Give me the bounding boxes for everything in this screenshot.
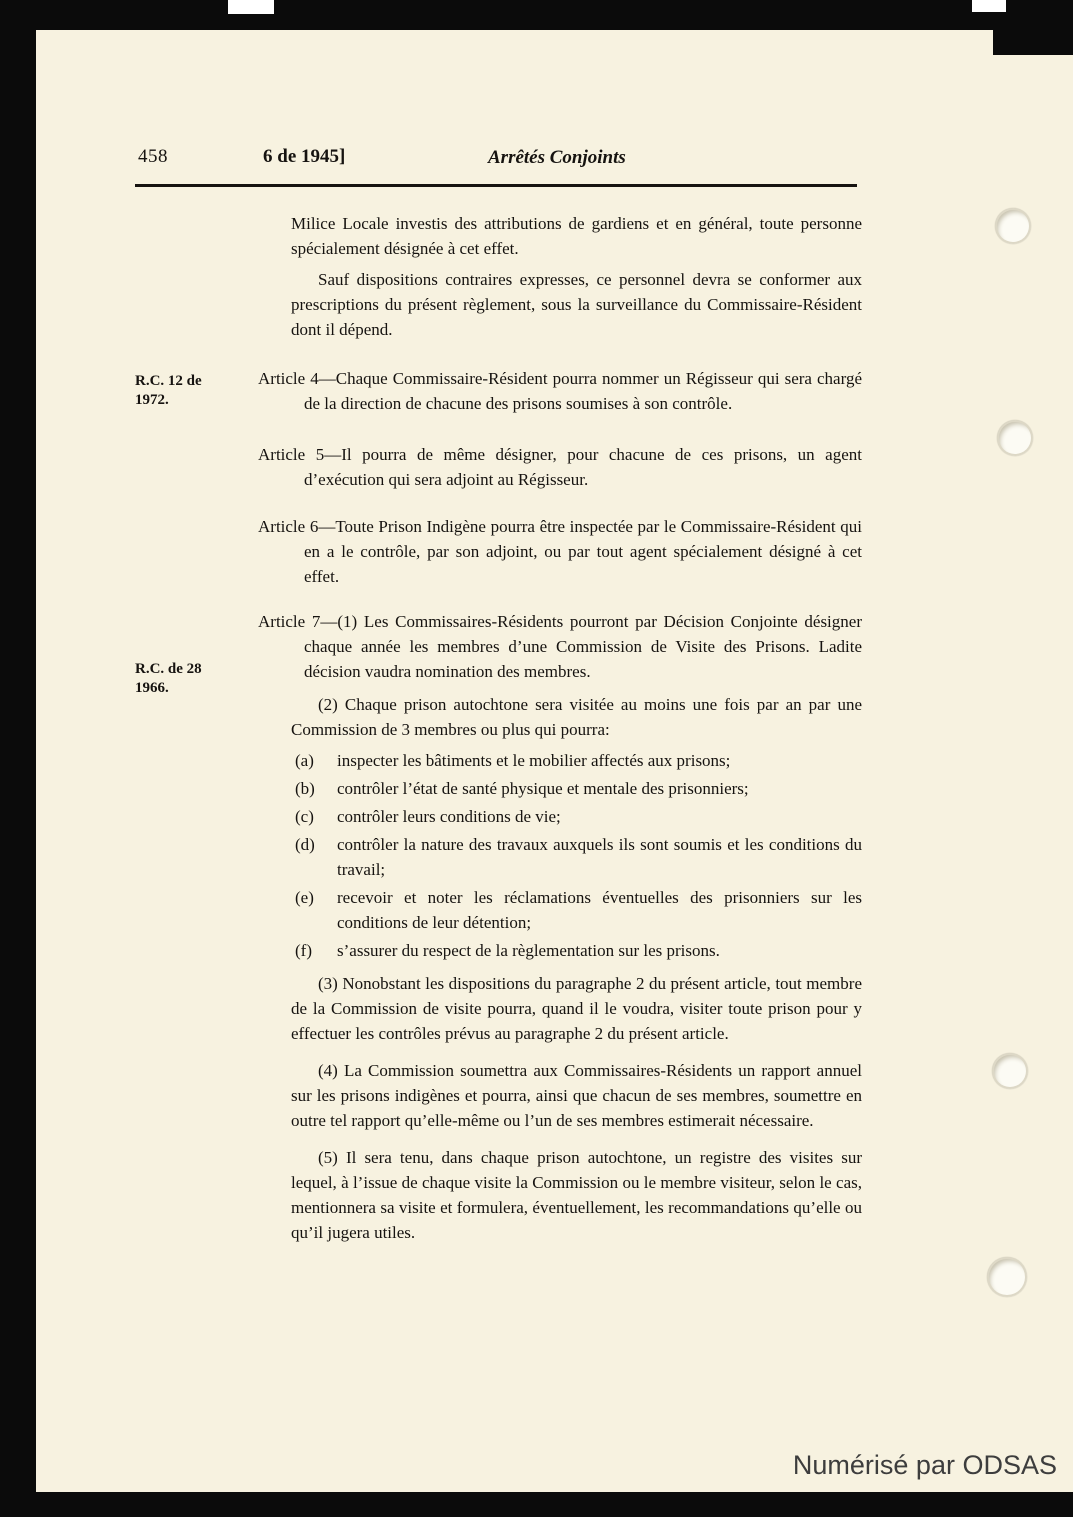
list-item-text: recevoir et noter les réclamations éventuelles des prisonniers sur les conditions de leur détention;: [337, 888, 862, 932]
list-item-e: [295, 885, 862, 935]
intro-paragraph-2: Sauf dispositions contraires expresses, ce personnel devra se conformer aux prescriptions du présent règlement, sous la surveillance du Commissaire-Résident dont il dépend.: [291, 270, 862, 339]
list-item-label: (c): [295, 807, 314, 826]
scan-edge-top: [0, 0, 1010, 30]
edition-reference: 6 de 1945]: [263, 146, 346, 167]
list-item-b: [295, 776, 862, 801]
list-item-label: (b): [295, 779, 315, 798]
scan-notch: [972, 0, 1006, 12]
article-7-paragraph-3: (3) Nonobstant les dispositions du paragraphe 2 du présent article, tout membre de la Commission de visite pourra, quand il le voudra, visiter toute prison pour y effectuer les contrôles prévus au paragraphe 2 du présent article.: [291, 974, 862, 1043]
list-item-text: contrôler leurs conditions de vie;: [337, 807, 561, 826]
margin-note-line: 1972.: [135, 392, 169, 408]
article-4-paragraph: Article 4—Chaque Commissaire-Résident pourra nommer un Régisseur qui sera chargé de la direction de chacune des prisons soumises à son contrôle.: [258, 369, 862, 413]
list-item-label: (d): [295, 835, 315, 854]
main-text-column: [258, 211, 862, 1245]
list-item-label: (f): [295, 941, 312, 960]
margin-note-rc-1966: [135, 660, 250, 698]
margin-note-line: R.C. de 28: [135, 661, 202, 677]
list-item-f: [295, 938, 862, 963]
punch-hole: [992, 1053, 1028, 1089]
article-7-paragraph-2: (2) Chaque prison autochtone sera visitée au moins une fois par an par une Commission de 3 membres ou plus qui pourra:: [291, 695, 862, 739]
list-item-text: contrôler la nature des travaux auxquels ils sont soumis et les conditions du travail;: [337, 835, 862, 879]
margin-note-line: R.C. 12 de: [135, 373, 202, 389]
scan-edge-bottom: [0, 1492, 1073, 1517]
intro-paragraph-1: Milice Locale investis des attributions de gardiens et en général, toute personne spécialement désignée à cet effet.: [291, 214, 862, 258]
page-number: 458: [138, 146, 168, 167]
article-7-paragraph-1: Article 7—(1) Les Commissaires-Résidents pourront par Décision Conjointe désigner chaque année les membres d’une Commission de Visite des Prisons. Ladite décision vaudra nomination des membres.: [258, 612, 862, 681]
running-title: Arrêtés Conjoints: [488, 147, 626, 168]
punch-hole: [995, 208, 1031, 244]
article-5-paragraph: Article 5—Il pourra de même désigner, pour chacune de ces prisons, un agent d’exécution qui sera adjoint au Régisseur.: [258, 445, 862, 489]
margin-note-rc-1972: [135, 372, 250, 410]
list-item-text: s’assurer du respect de la règlementation sur les prisons.: [337, 941, 720, 960]
list-item-label: (a): [295, 751, 314, 770]
list-item-d: [295, 832, 862, 882]
list-item-text: contrôler l’état de santé physique et mentale des prisonniers;: [337, 779, 749, 798]
margin-note-line: 1966.: [135, 680, 169, 696]
punch-hole: [997, 420, 1033, 456]
list-item-a: [295, 748, 862, 773]
article-7-item-list: [295, 748, 862, 963]
list-item-text: inspecter les bâtiments et le mobilier affectés aux prisons;: [337, 751, 731, 770]
scan-attribution: Numérisé par ODSAS: [792, 1450, 1057, 1480]
punch-hole: [987, 1257, 1027, 1297]
header-rule: [135, 184, 857, 187]
scan-edge-left: [0, 0, 36, 1517]
list-item-c: [295, 804, 862, 829]
article-7-paragraph-4: (4) La Commission soumettra aux Commissaires-Résidents un rapport annuel sur les prisons indigènes et pourra, ainsi que chacun de ses membres, soumettre en outre tel rapport qu’elle-même ou l’un de ses membres estimerait nécessaire.: [291, 1061, 862, 1130]
scan-notch: [228, 0, 274, 14]
article-7-paragraph-5: (5) Il sera tenu, dans chaque prison autochtone, un registre des visites sur lequel, à l’issue de chaque visite la Commission ou le membre visiteur, selon le cas, mentionnera sa visite et formulera, éventuellement, les recommandations qu’elle ou qu’il jugera utiles.: [291, 1148, 862, 1242]
article-6-paragraph: Article 6—Toute Prison Indigène pourra être inspectée par le Commissaire-Résident qui en a le contrôle, par son adjoint, ou par tout agent spécialement désigné à cet effet.: [258, 517, 862, 586]
list-item-label: (e): [295, 888, 314, 907]
